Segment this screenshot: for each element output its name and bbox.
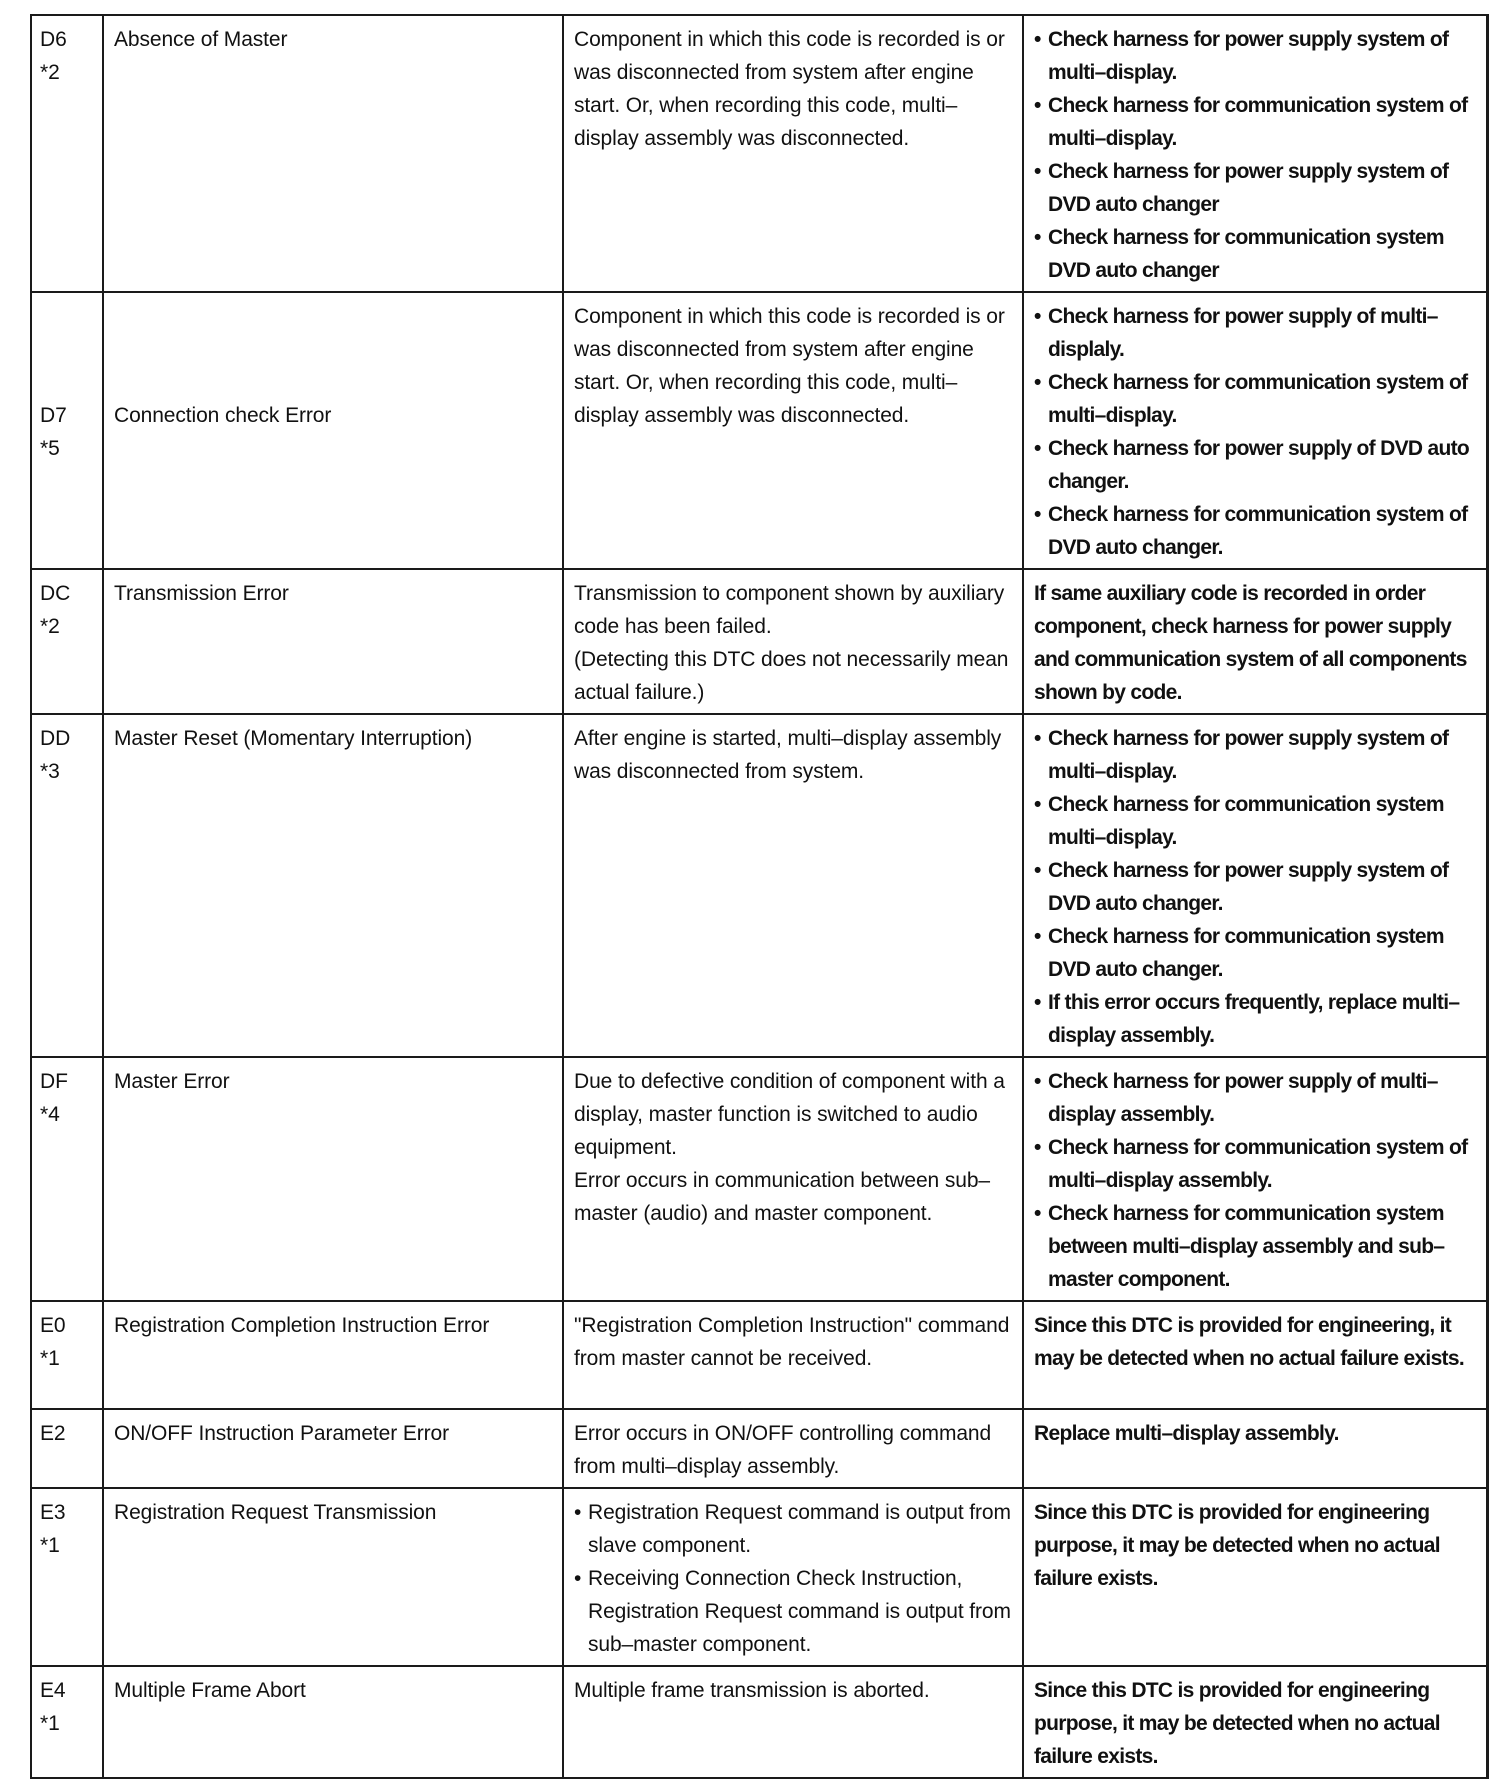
remedy-item: • Check harness for power supply of multi–displaly. xyxy=(1034,300,1480,366)
detection-condition-cell xyxy=(563,1666,1023,1778)
dtc-code: DD xyxy=(40,727,71,750)
dtc-table xyxy=(30,14,1489,1779)
detection-condition-cell xyxy=(563,714,1023,1057)
trouble-area-cell xyxy=(1023,1666,1487,1778)
condition-text: After engine is started, multi–display assembly was disconnected from system. xyxy=(574,727,1002,783)
dtc-note: *2 xyxy=(40,615,60,638)
diagnosis-item: Registration Completion Instruction Error xyxy=(103,1301,563,1409)
dtc-note: *3 xyxy=(40,760,60,783)
remedy-text: If same auxiliary code is recorded in order component, check harness for power supply and communication system of all components shown by code. xyxy=(1034,582,1467,704)
remedy-item: • Check harness for communication system DVD auto changer. xyxy=(1034,920,1480,986)
detection-condition-cell xyxy=(563,569,1023,714)
diagnosis-item: Master Error xyxy=(103,1057,563,1301)
condition-text: "Registration Completion Instruction" command from master cannot be received. xyxy=(574,1314,1010,1370)
detection-condition-cell xyxy=(563,1057,1023,1301)
dtc-code-cell xyxy=(31,714,103,1057)
table-row xyxy=(31,15,1487,292)
remedy-item: • Check harness for communication system of multi–display. xyxy=(1034,89,1480,155)
diagnosis-item: Multiple Frame Abort xyxy=(103,1666,563,1778)
dtc-note: *1 xyxy=(40,1534,60,1557)
dtc-note: *2 xyxy=(40,61,60,84)
trouble-area-cell xyxy=(1023,1409,1487,1488)
table-row xyxy=(31,1057,1487,1301)
condition-text: Multiple frame transmission is aborted. xyxy=(574,1679,930,1702)
remedy-list xyxy=(1034,300,1480,564)
dtc-code: E2 xyxy=(40,1422,66,1445)
remedy-text: Since this DTC is provided for engineering purpose, it may be detected when no actual failure exists. xyxy=(1034,1679,1440,1768)
diagnosis-item xyxy=(103,292,563,569)
dtc-code: D7 xyxy=(40,404,67,427)
dtc-code-cell xyxy=(31,569,103,714)
trouble-area-cell xyxy=(1023,1301,1487,1409)
diagnosis-item: Absence of Master xyxy=(103,15,563,292)
trouble-area-cell xyxy=(1023,1057,1487,1301)
remedy-text: Replace multi–display assembly. xyxy=(1034,1422,1339,1445)
remedy-item: • Check harness for power supply system of DVD auto changer xyxy=(1034,155,1480,221)
dtc-code-cell xyxy=(31,1301,103,1409)
condition-text: Component in which this code is recorded is or was disconnected from system after engine start. Or, when recording this code, multi–display assembly was disconnected. xyxy=(574,28,1005,150)
remedy-item: • Check harness for communication system of DVD auto changer. xyxy=(1034,498,1480,564)
condition-item: • Receiving Connection Check Instruction, Registration Request command is output from sub–master component. xyxy=(574,1562,1012,1661)
trouble-area-cell xyxy=(1023,714,1487,1057)
condition-text: Due to defective condition of component with a display, master function is switched to audio equipment. xyxy=(574,1070,1005,1159)
dtc-code: DF xyxy=(40,1070,68,1093)
diagnosis-item: Registration Request Transmission xyxy=(103,1488,563,1666)
remedy-text: Since this DTC is provided for engineering purpose, it may be detected when no actual failure exists. xyxy=(1034,1501,1440,1590)
remedy-item: • Check harness for communication system of multi–display assembly. xyxy=(1034,1131,1480,1197)
dtc-code: DC xyxy=(40,582,71,605)
dtc-code-cell xyxy=(31,1666,103,1778)
trouble-area-cell xyxy=(1023,15,1487,292)
diagnosis-item: ON/OFF Instruction Parameter Error xyxy=(103,1409,563,1488)
remedy-item: • Check harness for power supply system of DVD auto changer. xyxy=(1034,854,1480,920)
condition-text: Transmission to component shown by auxiliary code has been failed. xyxy=(574,582,1005,638)
dtc-note: *5 xyxy=(40,437,60,460)
detection-condition-cell xyxy=(563,292,1023,569)
dtc-code-cell xyxy=(31,1488,103,1666)
remedy-item: • Check harness for communication system DVD auto changer xyxy=(1034,221,1480,287)
dtc-code: E4 xyxy=(40,1679,66,1702)
condition-list xyxy=(574,1496,1012,1661)
dtc-note: *1 xyxy=(40,1347,60,1370)
remedy-item: • If this error occurs frequently, replace multi–display assembly. xyxy=(1034,986,1480,1052)
diagnosis-item: Master Reset (Momentary Interruption) xyxy=(103,714,563,1057)
remedy-item: • Check harness for power supply system of multi–display. xyxy=(1034,23,1480,89)
trouble-area-cell xyxy=(1023,569,1487,714)
condition-text: Error occurs in ON/OFF controlling command from multi–display assembly. xyxy=(574,1422,992,1478)
dtc-note: *4 xyxy=(40,1103,60,1126)
remedy-item: • Check harness for communication system of multi–display. xyxy=(1034,366,1480,432)
table-row xyxy=(31,1666,1487,1778)
detection-condition-cell xyxy=(563,15,1023,292)
table-row xyxy=(31,1409,1487,1488)
dtc-code: E0 xyxy=(40,1314,66,1337)
table-row xyxy=(31,569,1487,714)
remedy-item: • Check harness for communication system multi–display. xyxy=(1034,788,1480,854)
condition-item: • Registration Request command is output from slave component. xyxy=(574,1496,1012,1562)
diagnosis-text: Connection check Error xyxy=(114,404,332,427)
dtc-code-cell xyxy=(31,15,103,292)
trouble-area-cell xyxy=(1023,292,1487,569)
table-row xyxy=(31,1488,1487,1666)
condition-text: (Detecting this DTC does not necessarily mean actual failure.) xyxy=(574,648,1009,704)
table-row xyxy=(31,1301,1487,1409)
table-row xyxy=(31,292,1487,569)
remedy-list xyxy=(1034,23,1480,287)
dtc-code: D6 xyxy=(40,28,67,51)
diagnosis-item: Transmission Error xyxy=(103,569,563,714)
remedy-list xyxy=(1034,1065,1480,1296)
remedy-item: • Check harness for power supply system of multi–display. xyxy=(1034,722,1480,788)
dtc-code: E3 xyxy=(40,1501,66,1524)
remedy-item: • Check harness for communication system between multi–display assembly and sub–master component. xyxy=(1034,1197,1480,1296)
trouble-area-cell xyxy=(1023,1488,1487,1666)
remedy-text: Since this DTC is provided for engineering, it may be detected when no actual failure exists. xyxy=(1034,1314,1464,1370)
detection-condition-cell xyxy=(563,1301,1023,1409)
dtc-code-cell xyxy=(31,292,103,569)
table-row xyxy=(31,714,1487,1057)
detection-condition-cell xyxy=(563,1409,1023,1488)
remedy-item: • Check harness for power supply of multi–display assembly. xyxy=(1034,1065,1480,1131)
dtc-note: *1 xyxy=(40,1712,60,1735)
condition-text: Component in which this code is recorded is or was disconnected from system after engine start. Or, when recording this code, multi–display assembly was disconnected. xyxy=(574,305,1005,427)
detection-condition-cell xyxy=(563,1488,1023,1666)
dtc-code-cell xyxy=(31,1057,103,1301)
remedy-item: • Check harness for power supply of DVD auto changer. xyxy=(1034,432,1480,498)
remedy-list xyxy=(1034,722,1480,1052)
dtc-code-cell xyxy=(31,1409,103,1488)
condition-text: Error occurs in communication between sub–master (audio) and master component. xyxy=(574,1169,990,1225)
